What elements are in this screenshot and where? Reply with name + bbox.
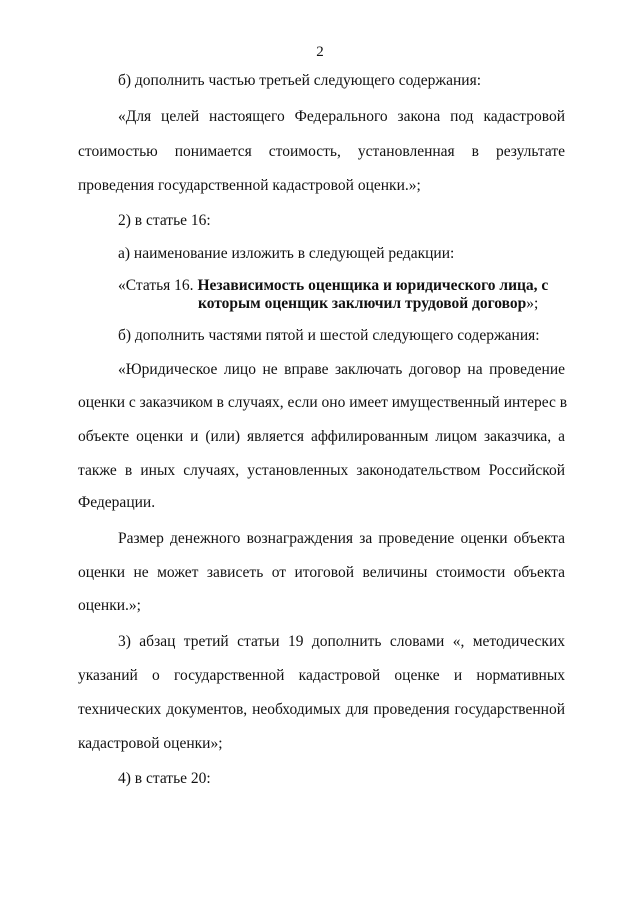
article-heading xyxy=(118,277,548,295)
article-title: Независимость оценщика и юридического лица, с xyxy=(197,277,549,294)
paragraph-line: а) наименование изложить в следующей редакции: xyxy=(118,245,455,262)
paragraph-line: оценки не может зависеть от итоговой величины стоимости объекта xyxy=(78,564,565,581)
paragraph-line: также в иных случаях, установленных законодательством Российской xyxy=(78,462,565,479)
paragraph-line: Федерации. xyxy=(78,494,156,511)
paragraph-line: 2) в статье 16: xyxy=(118,212,211,229)
paragraph-line: 3) абзац третий статьи 19 дополнить словами «, методических xyxy=(118,633,565,650)
paragraph-line: «Для целей настоящего Федерального закона под кадастровой xyxy=(118,108,565,125)
paragraph-line: б) дополнить частью третьей следующего содержания: xyxy=(118,72,482,89)
paragraph-line: технических документов, необходимых для проведения государственной xyxy=(78,701,565,718)
paragraph-line: 4) в статье 20: xyxy=(118,770,211,787)
paragraph-line: оценки с заказчиком в случаях, если оно имеет имущественный интерес в xyxy=(78,394,568,411)
page-number: 2 xyxy=(316,44,324,60)
article-heading-cont xyxy=(198,295,538,313)
paragraph-line: б) дополнить частями пятой и шестой следующего содержания: xyxy=(118,327,540,344)
paragraph-line: оценки.»; xyxy=(78,597,141,614)
paragraph-line: «Юридическое лицо не вправе заключать договор на проведение xyxy=(118,361,565,378)
article-title-cont: которым оценщик заключил трудовой договор xyxy=(198,295,527,312)
paragraph-line: кадастровой оценки»; xyxy=(78,735,223,752)
article-suffix: »; xyxy=(526,295,539,312)
paragraph-line: Размер денежного вознаграждения за проведение оценки объекта xyxy=(118,530,565,547)
paragraph-line: стоимостью понимается стоимость, установленная в результате xyxy=(78,143,565,160)
paragraph-line: объекте оценки и (или) является аффилированным лицом заказчика, а xyxy=(78,428,565,445)
article-number: «Статья 16. xyxy=(118,277,198,294)
paragraph-line: проведения государственной кадастровой оценки.»; xyxy=(78,177,421,194)
paragraph-line: указаний о государственной кадастровой оценке и нормативных xyxy=(78,667,565,684)
